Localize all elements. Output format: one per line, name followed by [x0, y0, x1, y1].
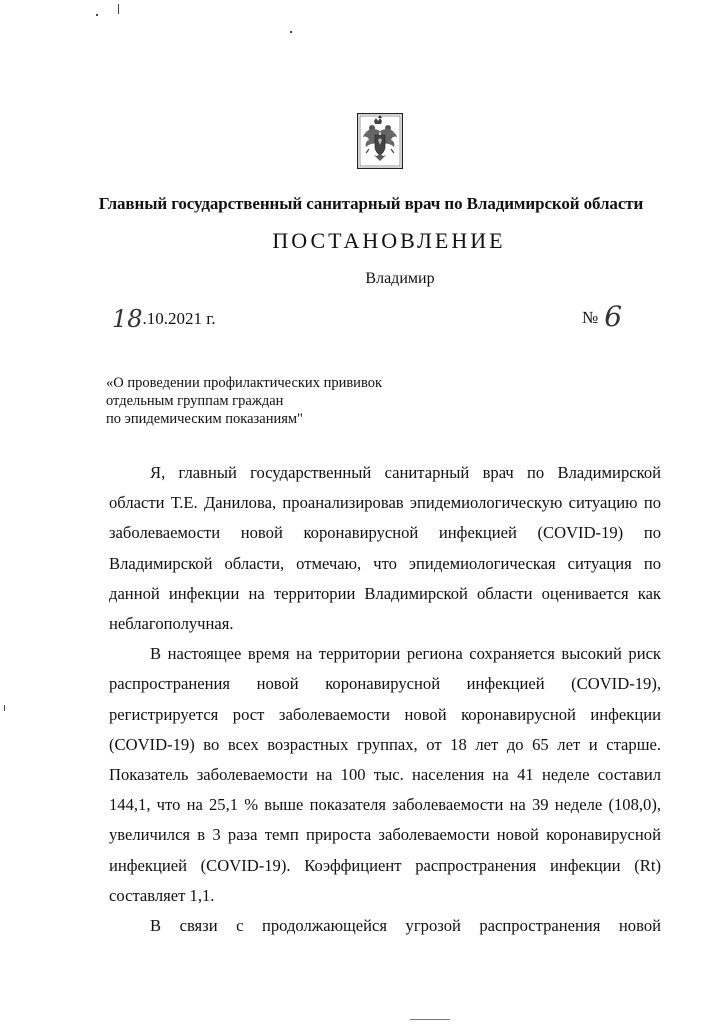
issuing-authority: Главный государственный санитарный врач по Владимирской области: [98, 194, 644, 213]
number-label: №: [582, 308, 599, 327]
printed-date: .10.2021 г.: [142, 309, 216, 328]
city: Владимир: [365, 270, 435, 287]
russian-coat-of-arms-icon: [357, 113, 403, 169]
scan-speck: [96, 14, 98, 16]
document-type: ПОСТАНОВЛЕНИЕ: [272, 228, 506, 253]
paragraph: В настоящее время на территории региона сохраняется высокий риск распространения новой коронавирусной инфекцией (COVID-19), регистрируется рост заболеваемости новой коронавирусной инфекции (COVID-19) во всех возрастных группах, от 18 лет до 65 лет и старше. Показатель заболеваемости на 100 тыс. населения на 41 неделе составил 144,1, что на 25,1 % выше показателя заболеваемости на 39 неделе (108,0), увеличился в 3 раза темп прироста заболеваемости новой коронавирусной инфекцией (COVID-19). Коэффициент распространения инфекции (Rt) составляет 1,1.: [109, 644, 661, 905]
scan-speck: [118, 4, 119, 14]
handwritten-number: 6: [604, 300, 623, 333]
title-line: по эпидемическим показаниям": [106, 411, 303, 427]
paragraph: Я, главный государственный санитарный врач по Владимирской области Т.Е. Данилова, проанализировав эпидемиологическую ситуацию по заболеваемости новой коронавирусной инфекцией (COVID-19) по Владимирской области, отмечаю, что эпидемиологическая ситуация по данной инфекции на территории Владимирской области оценивается как неблагополучная.: [109, 463, 661, 634]
title-line: отдельным группам граждан: [106, 393, 284, 409]
handwritten-day: 18: [112, 305, 143, 333]
scan-speck: [410, 1019, 450, 1020]
document-number: [582, 300, 622, 333]
scan-speck: [290, 31, 292, 33]
document-date: [112, 305, 216, 333]
title-line: «О проведении профилактических прививок: [106, 375, 382, 391]
paragraph: В связи с продолжающейся угрозой распространения новой: [150, 916, 661, 936]
resolution-title: [106, 374, 382, 428]
body-text: [109, 458, 661, 941]
scan-speck: [4, 705, 5, 711]
